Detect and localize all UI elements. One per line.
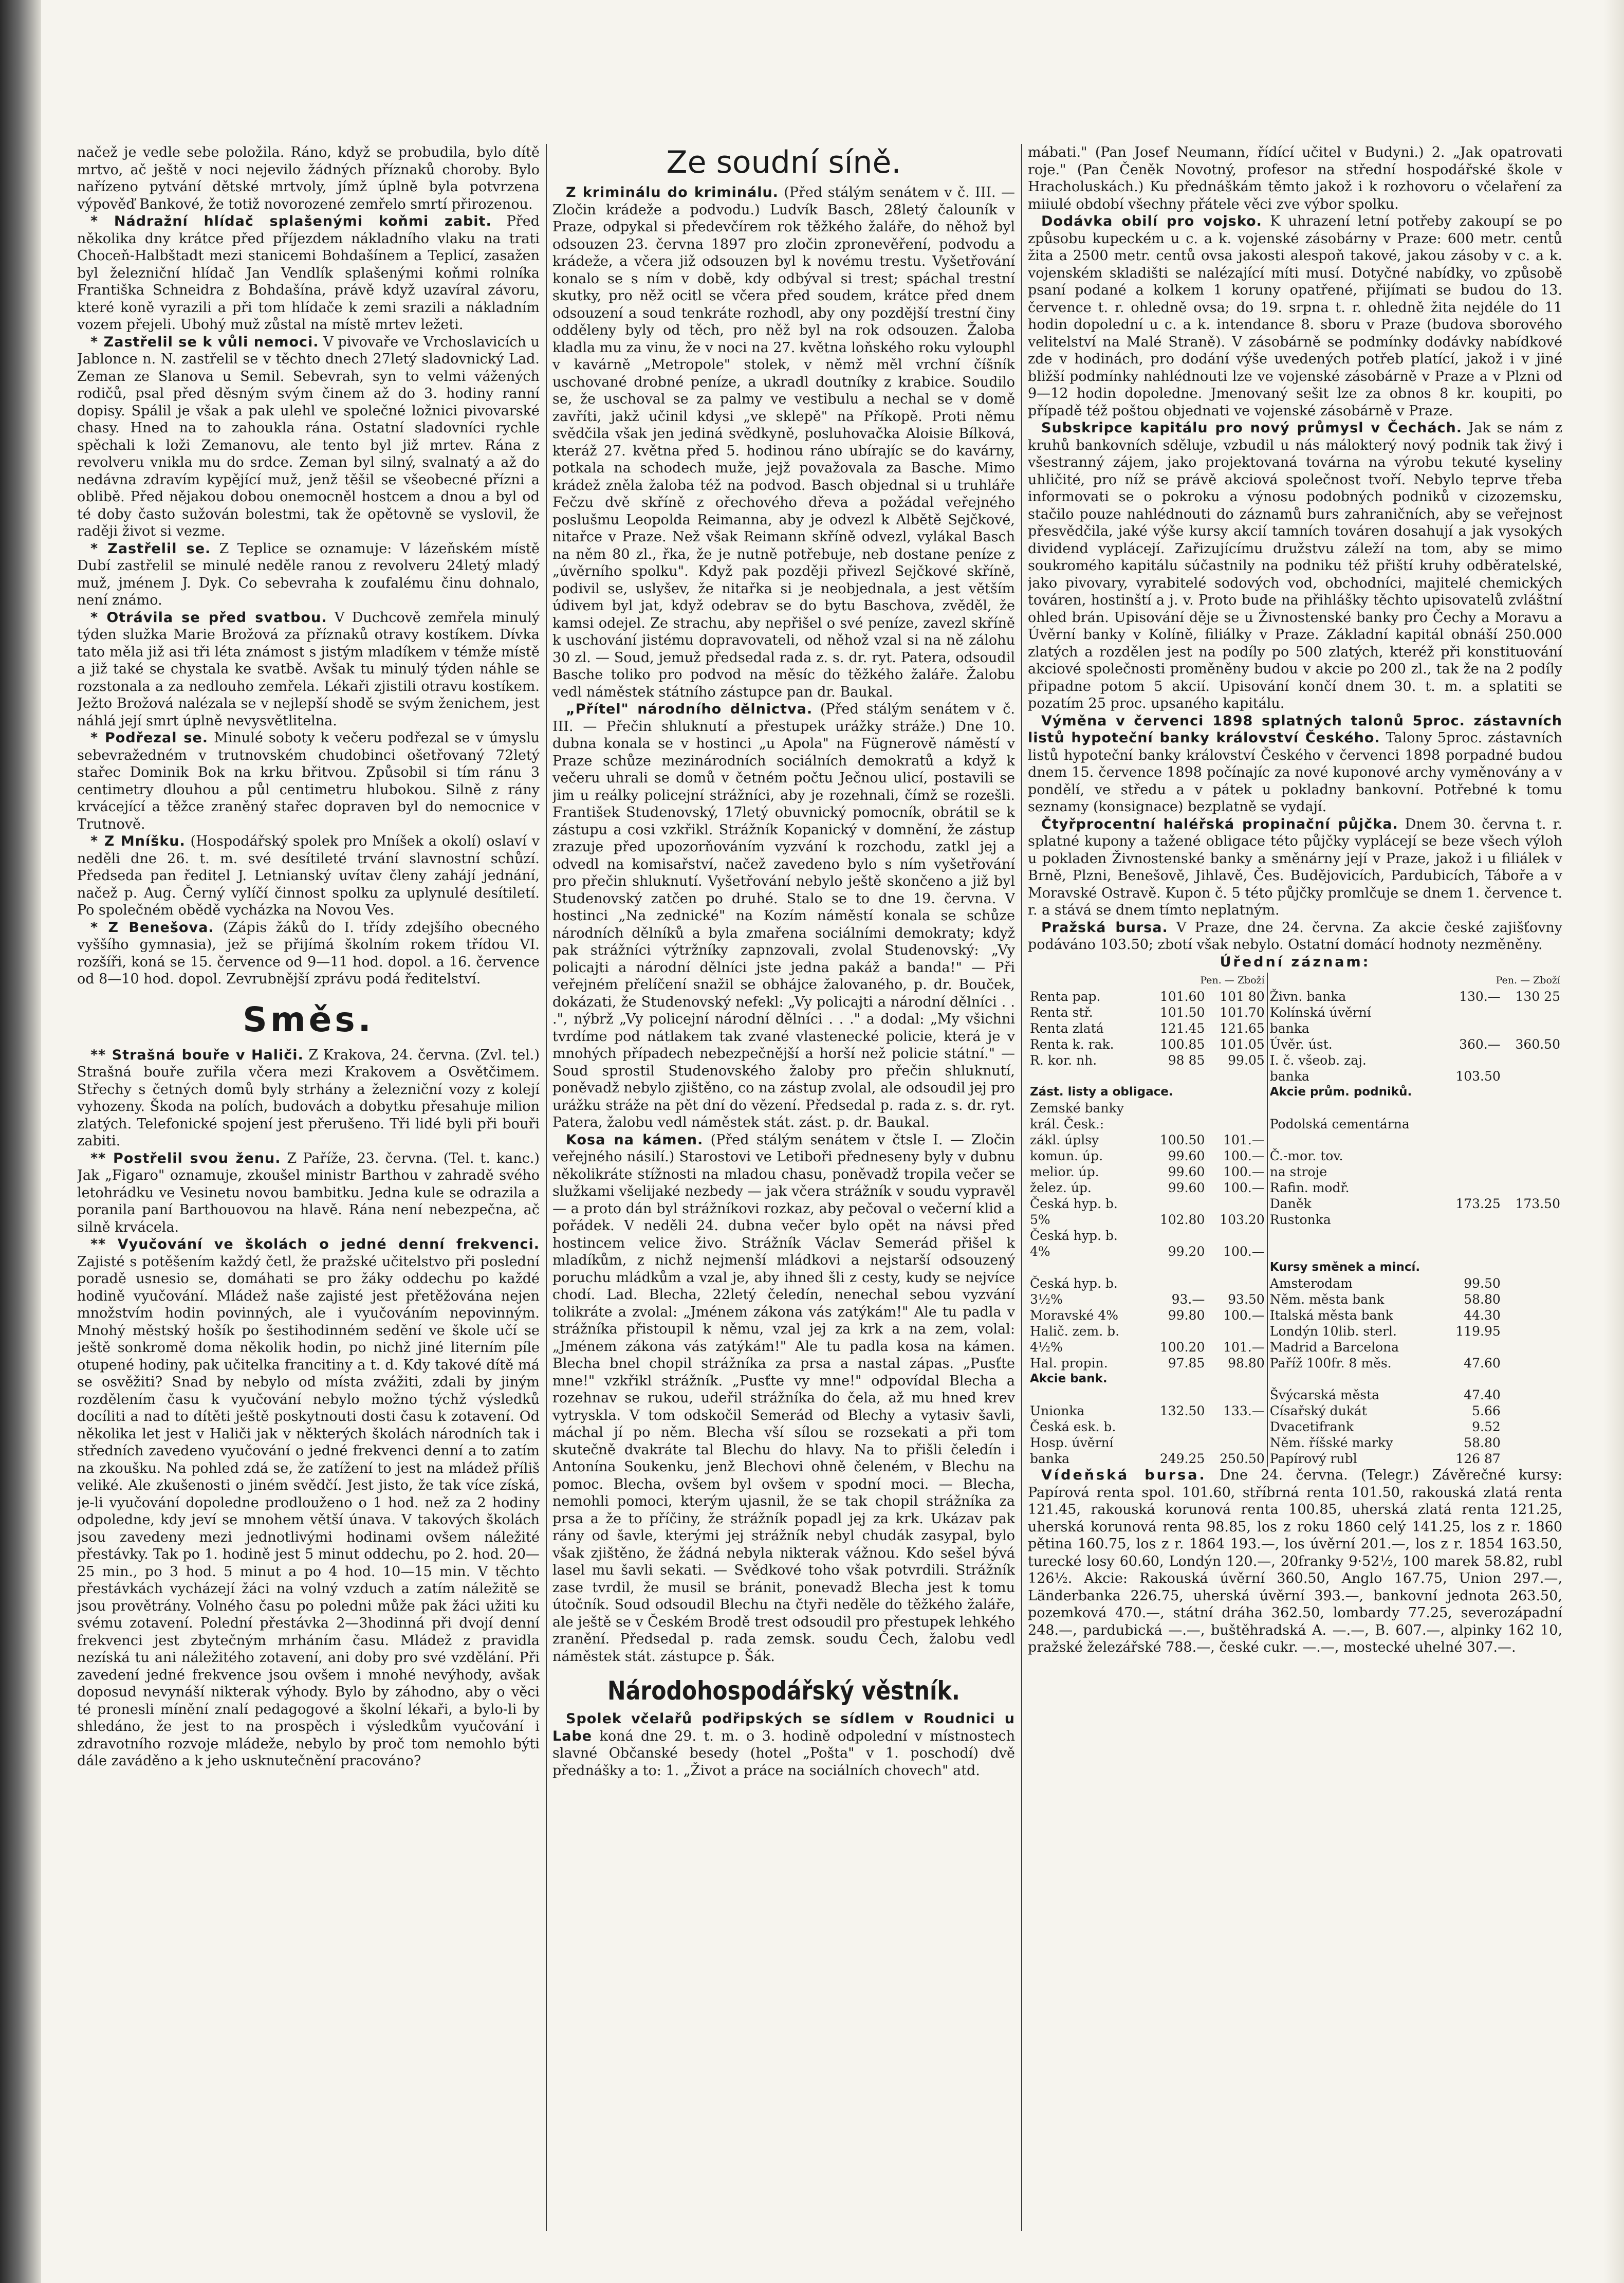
quote-cell: 44.30 <box>1464 1308 1501 1323</box>
paragraph-body: (Hospodářský spolek pro Mníšek a okolí) oslaví v neděli dne 26. t. m. své desítileté trvání slavnostní schůzí. Předseda pan ředitel J. Letnianský uvítav členy zahájí jednání, načež p. Aug. Černý vylíčí činnost spolku za uplynulé desítiletí. Po společném obědě vycházka na Novou Ves. <box>77 833 540 918</box>
column-middle <box>552 144 1015 2231</box>
quote-cell: 100.— <box>1223 1180 1265 1195</box>
quote-cell <box>1503 1052 1562 1068</box>
news-paragraph <box>77 919 540 988</box>
economy-section-title: Národohospodářský věstník. <box>607 1676 960 1706</box>
quote-cell: 100.— <box>1223 1164 1265 1179</box>
quote-row <box>1028 1451 1562 1467</box>
quote-row <box>1028 1004 1562 1020</box>
quote-cell: 100.20 <box>1159 1340 1205 1355</box>
paragraph-body: (Před stálým senátem v č. III. — Zločin krádeže a podvodu.) Ludvík Basch, 28letý čalouník v Praze, odpykal si předevčírem rok těžkého žaláře, do něhož byl odsouzen 23. června 1897 pro zločin zpronevěření, podvodu a krádeže, a včera již odsouzen byl k novému trestu. Vyšetřování konalo se s ním v době, kdy odbýval si trest; spáchal trestní skutky, pro něž ocitl se včera před soudem, krátce před dnem odsouzení a soud tenkráte rozhodl, aby ony pozdější trestní činy odděleny byly od těch, pro něž byl na rok odsouzen. Žaloba kladla mu za vinu, že v noci na 27. května loňského roku vylouphl v kavárně „Metropole" stolek, v němž měl vrchní číšník uschované drobné peníze, a ukradl doutníky z krabice. Soudilo se, že uschoval se za palmy ve vestibulu a nechal se v domě zavříti, jakž učinil kdysi „ve sklepě" na Příkopě. Proti němu svědčila však jen jediná svědkyně, posluhovačka Aloisie Bílková, kteráž 27. května před 5. hodinou ráno ubírajíc se do kavárny, potkala na schodech muže, jejž považovala za Basche. Mimo krádež zněla žaloba též na podvod. Basch objednal si u truhláře Fečzu dvě skříně z ořechového dřeva a požádal veřejného poslušmu Leopolda Reimanna, aby je odvezl k Albětě Sejčkové, nitařce v Praze. Než však Reimann skříně odvezl, vylákal Basch na něm 80 zl., řka, že je nutně potřebuje, neb dostane peníze z „úvěrního spolku". Když pak později přivezl Sejčkové skříně, podivil se, uslyšev, že nitařka si je neobjednala, a jest větším údivem byl jat, když odebrav se do bytu Baschova, zvěděl, že kamsi odejel. Ze strachu, aby nepřišel o své peníze, zavezl skříně k uschování jistému dopravovateli, od něhož vzal si na ně zálohu 30 zl. — Soud, jemuž předsedal rada z. s. dr. ryt. Patera, odsoudil Basche toliko pro podvod na měsíc do těžkého žaláře. Žalobu vedl náměstek státního zástupce pan dr. Baukal. <box>552 185 1015 700</box>
quote-cell <box>1207 1068 1267 1084</box>
quote-cell: 173.25 <box>1455 1196 1501 1211</box>
quote-cell: 103.20 <box>1220 1212 1265 1227</box>
quote-cell: Úvěr. úst. <box>1267 1036 1443 1052</box>
quote-row <box>1028 1196 1562 1212</box>
quote-cell: Renta stř. <box>1030 1005 1093 1020</box>
quote-cell <box>1147 1323 1207 1339</box>
quote-cell: 249.25 <box>1159 1451 1205 1466</box>
quote-row <box>1028 1100 1562 1116</box>
quote-cell <box>1443 1212 1503 1228</box>
paragraph-body: Před několika dny krátce před příjezdem nákladního vlaku na trati Choceň-Halbštadt mezi stanicemi Bohdašínem a Teplicí, zasažen byl železniční hlídač Jan Vendlík splašenými koňmi rolníka Františka Schneidra z Bohdašína, právě když uzavíral závoru, které koně vyrazili a při tom hlídače k zemi srazili a nákladním vozem přejeli. Ubohý muž zůstal na místě mrtev ležeti. <box>77 213 540 333</box>
quote-cell <box>1503 1323 1562 1339</box>
quote-cell: 5% <box>1030 1212 1050 1227</box>
paragraph-headline: ** Vyučování ve školách o jedné denní frekvenci. <box>90 1236 540 1252</box>
quote-cell: R. kor. nh. <box>1030 1053 1097 1068</box>
paragraph-headline: * Z Mníšku. <box>90 833 186 849</box>
quote-row <box>1028 1275 1562 1291</box>
quote-cell: Italská města bank <box>1267 1307 1443 1323</box>
quote-row <box>1028 1419 1562 1435</box>
quote-cell <box>1503 1100 1562 1116</box>
paragraph-headline: Čtyřprocentní haléřská propinační půjčka. <box>1041 816 1398 832</box>
quote-cell <box>1443 1339 1503 1355</box>
quote-cell <box>1267 1100 1443 1116</box>
news-paragraph <box>1028 713 1562 816</box>
quote-row <box>1028 1291 1562 1307</box>
news-paragraph <box>552 1710 1015 1779</box>
smes-heading: Směs. <box>243 999 374 1039</box>
quote-cell: Hosp. úvěrní <box>1030 1435 1114 1450</box>
quote-cell <box>1503 1164 1562 1180</box>
quote-cell: Rafin. modř. <box>1267 1180 1443 1196</box>
quote-group-header <box>1028 1084 1562 1100</box>
quote-cell: Renta pap. <box>1030 989 1101 1004</box>
paragraph-headline: Spolek včelařů podřipských se sídlem v Roudnici u Labe <box>552 1711 1015 1744</box>
quote-row <box>1028 1212 1562 1228</box>
quote-cell: 47.40 <box>1464 1387 1501 1402</box>
paragraph-body: K uhrazení letní potřeby zakoupí se po způsobu kupeckém u c. a k. vojenské zásobárny v Praze: 600 metr. centů žita a 2500 metr. centů ovsa jakosti alespoň takové, jakou zásoby v c. a k. vojenském skladišti se nalézající míti musí. Dotyčné nabídky, vo způsobě psaní podané a kolkem 1 koruny opatřené, přijímati se budou do 13. července t. r. ohledně ovsa; do 19. srpna t. r. ohledně žita nejdéle do 11 hodin dopolední u c. a k. intendance 8. sboru v Praze (budova sborového velitelství na Malé Straně). V zásobárně se podmínky dodávky nabídkové zde v hodinách, pro dodání výše uvedených potřeb platící, jakož i v jiné bližší podmínky nahlédnouti lze ve vojenské zásobárně v Praze a v Plzni od 9—12 hodin dopoledne. Jmenovaný sešit lze za obnos 8 kr. koupiti, po případě též poštou objednati ve vojenské zásobárně v Praze. <box>1028 213 1562 419</box>
quote-cell <box>1503 1275 1562 1291</box>
quote-cell: 130.— <box>1459 989 1501 1004</box>
quote-cell: Zemské banky <box>1030 1101 1124 1116</box>
news-paragraph <box>552 184 1015 701</box>
quote-cell <box>1028 1387 1147 1403</box>
paragraph-headline: ** Strašná bouře v Haliči. <box>90 1047 304 1063</box>
quote-cell: 93.— <box>1171 1292 1205 1307</box>
quote-cell: 133.— <box>1223 1403 1265 1418</box>
quote-cell <box>1443 1100 1503 1116</box>
paragraph-body: Zajisté s potěšením každý četl, že pražské učitelstvo při poslední poradě usnesio se, domáhati se pro žáky oddechu po každé hodině vyučování. Mládež naše zajisté jest přetěžována nejen množstvím hodin povinných, ale i vyučováním nepovinným. Mnohý městský hošík po šestihodinném sedění ve škole učí se ještě sonkromě doma několik hodin, po nichž jiné literním píle otupené hodiny, pak učitelka francitiny a t. d. Kdy takové dítě má se osvěžiti? Snad by nebylo od místa zvážiti, zdali by jiným rozdělením času k vyučování nebylo možno týchž výsledků docíliti a nad to dítěti ještě poskytnouti dosti času k zotavení. Od několika let jest v Haliči jak v některých školách národních tak i středních zavedeno vyučování o jedné frekvenci denní a to zatím na zkoušku. Na pohled zdá se, že zatížení to jest na mládež příliš veliké. Ale zkušenosti o jiném svědčí. Jest jisto, že tak více získá, je-li vyučování dopoledne prodlouženo o 1 hod. než za 2 hodiny odpoledne, kdy jeví se mnohem větší únava. V takových školách jsou zavedeny mezi jednotlivými hodinami ovšem náležité přestávky. Tak po 1. hodině jest 5 minut oddechu, po 2. hod. 20—25 min., po 3 hod. 5 minut a po 4 hod. 10—15 min. V těchto přestávkách vycházejí žáci na volný vzduch a zatím náležitě se jsou provětrány. Volného času po poledni může pak žáci užiti ku svému zotavení. Polední přestávka 2—3hodinná při dvojí denní frekvenci jest zbytečným mrháním času. Mládež z pravidla nezíská tu ani náležitého zotavení, ani doby pro své vzdělání. Při zavedení jedné frekvence jsou ovšem i mnohé nevýhody, avšak doposud nevynáší nikterak výhody. Bylo by záhodno, aby o věci té pronesli mínění znalí pedagogové a školní lékaři, a bylo-li by shledáno, že jest to na prospěch i výsledkům vyučování i zdravotního rozvoje mládeže, nebylo by proč tom nemohlo býti dále zaváděno a k jeho usknutečnění pracováno? <box>77 1253 540 1769</box>
quote-cell <box>1503 1403 1562 1419</box>
quote-cell: Česká hyp. b. <box>1030 1228 1118 1243</box>
quote-cell: 130 25 <box>1515 989 1560 1004</box>
col-header: Pen. — Zboží <box>1267 973 1562 989</box>
quote-cell: Něm. města bank <box>1267 1291 1443 1307</box>
quote-cell <box>1267 1244 1443 1259</box>
quote-cell: 173.50 <box>1515 1196 1560 1211</box>
group-label: Akcie bank. <box>1030 1372 1108 1385</box>
news-paragraph <box>1028 419 1562 713</box>
news-paragraph <box>1028 919 1562 954</box>
quote-cell: banka <box>1030 1451 1070 1466</box>
paragraph-body: V Duchcově zemřela minulý týden služka Marie Brožová za příznaků otravy kostíkem. Dívka tato měla již asi tři léta známost s jistým mladíkem v témže místě a již také se chystala ke svatbě. Avšak tu minulý týden náhle se rozstonala a za nedlouho zemřela. Lékaři zjistili otravu kostíkem. Ježto Brožová nalézala se v nejlepší shodě se svým ženichem, jest náhlá její smrt úplně nevysvětlitelna. <box>77 609 540 729</box>
quote-cell <box>1503 1212 1562 1228</box>
quote-cell <box>1443 1132 1503 1148</box>
paragraph-body: Talony 5proc. zástavních listů hypoteční banky království Českého v červenci 1898 porpadné budou dnem 15. července 1898 počínajíc za nové kuponové archy vyměnovány a v pondělí, ve středu a v pátek u pokladny bankovní. Potřebné k tomu seznamy (konsignace) bezplatně se vydají. <box>1028 730 1562 815</box>
quote-row <box>1028 1180 1562 1196</box>
quote-cell: 5.66 <box>1472 1403 1501 1418</box>
quote-row <box>1028 1244 1562 1259</box>
quote-cell <box>1147 1228 1207 1244</box>
quote-row <box>1028 1403 1562 1419</box>
quote-cell: Císařský dukát <box>1267 1403 1443 1419</box>
paragraph-body: Z Krakova, 24. června. (Zvl. tel.) Strašná bouře zuřila včera mezi Krakovem a Osvětčimem. Střechy s četných domů byly strhány a železniční vozy z kolejí vyhozeny. Škoda na polích, budovách a dobytku přesahuje milion zlatých. Telefonické spojení jest přerušeno. Tři lidé byli při bouři zabiti. <box>77 1047 540 1149</box>
col-header: Pen. — Zboží <box>1200 975 1265 986</box>
quote-row <box>1028 1020 1562 1036</box>
paragraph-headline: „Přítel" národního dělnictva. <box>566 701 813 717</box>
quote-cell: 101.— <box>1223 1340 1265 1355</box>
quote-cell: 101 80 <box>1220 989 1265 1004</box>
paragraph-headline: * Otrávila se před svatbou. <box>90 609 327 626</box>
news-paragraph <box>77 334 540 540</box>
quote-cell <box>1443 1164 1503 1180</box>
quote-cell: 101.05 <box>1220 1037 1265 1052</box>
quote-cell <box>1147 1100 1207 1116</box>
quote-cell <box>1503 1020 1562 1036</box>
quote-cell <box>1503 1132 1562 1148</box>
quote-cell: Podolská cementárna <box>1267 1116 1443 1132</box>
paragraph-headline: Subskripce kapitálu pro nový průmysl v Čechách. <box>1041 420 1463 436</box>
quote-cell: Něm. říšské marky <box>1267 1435 1443 1451</box>
paragraph-body: Z Teplice se oznamuje: V lázeňském místě Dubí zastřelil se minulé neděle ranou z revolveru 24letý mladý muž, jménem J. Dyk. Co sebevraha k zoufalému činu dohnalo, není známo. <box>77 540 540 608</box>
quote-row <box>1028 1435 1562 1451</box>
quote-cell: 99.05 <box>1228 1053 1265 1068</box>
quote-cell: 99.50 <box>1464 1276 1501 1291</box>
news-paragraph <box>1028 816 1562 919</box>
quote-cell: 99.60 <box>1168 1164 1205 1179</box>
paragraph-headline: * Zastřelil se. <box>90 540 211 557</box>
quote-cell: banka <box>1267 1020 1443 1036</box>
quote-cell: Halič. zem. b. <box>1030 1324 1120 1339</box>
paragraph-body: načež je vedle sebe položila. Ráno, když se probudila, bylo dítě mrtvo, ač ještě v noci nejevilo žádných příznaků choroby. Bylo nařízeno pytvání dětské mrtvoly, jímž úplně byla potvrzena výpověď Bankové, že totiž novorozené zemřelo smrtí přirozenou. <box>77 144 540 212</box>
quote-cell: Madrid a Barcelona <box>1267 1339 1443 1355</box>
quote-cell: 100.85 <box>1159 1037 1205 1052</box>
news-paragraph <box>77 833 540 919</box>
paragraph-headline: ** Postřelil svou ženu. <box>90 1150 281 1166</box>
quote-cell <box>1443 1020 1503 1036</box>
quote-cell <box>1147 1196 1207 1212</box>
quote-cell: I. č. všeob. zaj. <box>1267 1052 1443 1068</box>
quote-row <box>1028 1036 1562 1052</box>
quote-cell: 58.80 <box>1464 1292 1501 1307</box>
quote-cell <box>1207 1275 1267 1291</box>
quote-cell: 100.— <box>1223 1244 1265 1259</box>
quote-cell <box>1443 1004 1503 1020</box>
paragraph-body: koná dne 29. t. m. o 3. hodině odpolední v místnostech slavné Občanské besedy (hotel „Pošta" v 1. poschodí) dvě přednášky a to: 1. „Život a práce na sociálních chovech" atd. <box>552 1728 1015 1779</box>
quote-cell <box>1443 1116 1503 1132</box>
paragraph-body: mábati." (Pan Josef Neumann, řídící učitel v Budyni.) 2. „Jak opatrovati roje." (Pan Čeněk Novotný, profesor na střední hospodářské škole v Hracholuskách.) Ku přednáškám těmto jakož i k rozhovoru o včelaření za miiulé období všechny přátele věci zve výbor spolku. <box>1028 144 1562 212</box>
quote-cell: Rustonka <box>1267 1212 1443 1228</box>
quote-cell: Londýn 10lib. sterl. <box>1267 1323 1443 1339</box>
scan-right-edge <box>1603 0 1624 2283</box>
group-label: Zást. listy a obligace. <box>1030 1085 1173 1099</box>
quote-cell <box>1503 1307 1562 1323</box>
quote-cell: 99.80 <box>1168 1308 1205 1323</box>
quote-row <box>1028 1132 1562 1148</box>
quote-cell: 103.50 <box>1455 1069 1501 1084</box>
quote-cell: 126 87 <box>1455 1451 1501 1466</box>
quote-cell <box>1207 1116 1267 1132</box>
market-quotes-table <box>1028 973 1562 1467</box>
quote-cell: 360.50 <box>1515 1037 1560 1052</box>
quote-cell <box>1503 1451 1562 1467</box>
vienna-exchange-paragraph <box>1028 1467 1562 1656</box>
quote-cell: Moravské 4% <box>1030 1308 1119 1323</box>
paragraph-headline: * Zastřelil se k vůli nemoci. <box>90 334 319 350</box>
paragraph-body: (Před stálým senátem v č. III. — Přečin shluknutí a přestupek urážky stráže.) Dne 10. dubna konala se v hostinci „u Apola" na Fügnerově náměstí v Praze schůze mezinárodních sociálních demokratů a když k večeru uhrali se domů v četném počtu Ječnou ulicí, postavili se jim u reálky policejní strážníci, aby je rozehnali, čímž se rozešli. František Studenovský, 17letý obuvnický pomocník, obrátil se k zástupu a cosi vzkřikl. Strážník Kopanický v domnění, že zástup zrazuje před upozorňováním vyzvání k rozchodu, zatkl jej a odvedl na komisařství, načež zavedeno bylo s ním vyšetřování pro přečin shluknutí. Vyšetřování nebylo ještě skončeno a již byl Studenovský zatčen po druhé. Stalo se to dne 19. června. V hostinci „Na zednické" na Kozím náměstí konala se schůze národních dělníků a byla zmařena sociálními demokraty; když pak strážníci výtržníky zapnzovali, zvolal Studenovský: „Vy policajti a národní dělníci jste jedna pakáž a banda!" — Při veřejném přelíčení snažil se obhájce žalovaného, p. dr. Bouček, dokázati, že Studenovský nefekl: „Vy policajti a národní dělníci . . .", nýbrž „Vy policejní národní dělníci . . ." a dodal: „My všichni tvrdíme pod nátlakem tak zvané vlastenecké policie, která je v mnohých případech nebezpečnější a horší než policie státní." — Soud sprostil Studenovského žaloby pro přečin shluknutí, poněvadž nebylo zjištěno, co na zástup zvolal, ale odsoudil jej pro urážku stráže na pět dní do vězení. Předsedal p. rada z. s. dr. ryt. Patera, žalobu vedl náměstek stát. zást. p. dr. Baukal. <box>552 701 1015 1130</box>
quote-cell <box>1503 1291 1562 1307</box>
quote-cell <box>1503 1435 1562 1451</box>
quote-cell: Renta zlatá <box>1030 1021 1104 1036</box>
newspaper-page <box>77 144 1562 2231</box>
paragraph-headline: * Nádražní hlídač splašenými koňmi zabit. <box>90 213 492 229</box>
quote-cell: Renta k. rak. <box>1030 1037 1114 1052</box>
quote-cell: 101.70 <box>1220 1005 1265 1020</box>
paragraph-headline: Výměna v červenci 1898 splatných talonů 5proc. zástavních listů hypoteční banky království Českého. <box>1028 713 1562 746</box>
news-paragraph <box>77 540 540 609</box>
quote-cell: Kolínská úvěrní <box>1267 1004 1443 1020</box>
quote-cell <box>1147 1275 1207 1291</box>
quote-cell <box>1207 1435 1267 1451</box>
paragraph-headline: Vídeňská bursa. <box>1041 1467 1207 1483</box>
quote-cell <box>1207 1228 1267 1244</box>
quote-cell: 99.60 <box>1168 1180 1205 1195</box>
paragraph-body: Dne 24. června. (Telegr.) Závěrečné kursy: Papírová renta spol. 101.60, stříbrná renta 101.50, rakouská zlatá renta 121.45, rakouská korunová renta 100.85, uherská zlatá renta 121.25, uherská korunová renta 98.85, los z roku 1860 celý 141.25, los z r. 1860 pětina 160.75, los z r. 1864 193.—, los úvěrní 201.—, los z r. 1854 163.50, turecké losy 60.60, Londýn 120.—, 20franky 9·52½, 100 marek 58.82, rubl 126½. Akcie: Rakouská úvěrní 360.50, Anglo 167.75, Union 297.—, Länderbanka 226.75, uherská úvěrní 393.—, bankovní jednota 263.50, pozemková 470.—, státní dráha 362.50, lombardy 77.25, severozápadní 248.—, pardubická —.—, buštěhradská A. —.—, B. 607.—, alpinky 162 10, pražské železářské 788.—, české cukr. —.—, mostecké uhelné 307.—. <box>1028 1467 1562 1655</box>
quote-cell: 101.60 <box>1159 989 1205 1004</box>
economy-news-list <box>552 1710 1015 1779</box>
scan-binding-edge <box>0 0 41 2283</box>
news-paragraph <box>77 609 540 730</box>
quote-cell: 250.50 <box>1220 1451 1265 1466</box>
quote-cell <box>1503 1339 1562 1355</box>
quote-cell: 4½% <box>1030 1340 1063 1355</box>
quote-cell: 99.60 <box>1168 1148 1205 1163</box>
quote-row <box>1028 1355 1562 1371</box>
news-paragraph <box>77 213 540 334</box>
column-left <box>77 144 540 2231</box>
quote-cell: melior. úp. <box>1030 1164 1099 1179</box>
quote-cell: 132.50 <box>1159 1403 1205 1418</box>
quote-cell <box>1028 1068 1147 1084</box>
quote-cell: komun. úp. <box>1030 1148 1103 1163</box>
quote-cell: 9.52 <box>1472 1419 1501 1434</box>
quote-cell: Švýcarská města <box>1267 1387 1443 1403</box>
quote-cell <box>1443 1244 1503 1259</box>
news-paragraph <box>77 1236 540 1770</box>
quote-cell: 58.80 <box>1464 1435 1501 1450</box>
court-section-title: Ze soudní síně. <box>666 144 901 180</box>
news-paragraph <box>77 729 540 833</box>
paragraph-body: V pivovaře ve Vrchoslavicích u Jablonce n. N. zastřelil se v těchto dnech 27letý sladovnický Lad. Zeman ze Slanova u Semil. Sebevrah, syn to velmi vážených rodičů, psal před děsným svým činem až do 3. hodiny ranní dopisy. Spálil je však a pak ulehl ve společné ložnici pivovarské chasy. Hned na to zahoukla rána. Ostatní sladovníci rychle spěchali k loži Zemanovu, ale tento byl již mrtev. Rána z revolveru vnikla mu do srdce. Zeman byl silný, svalnatý a až do nedávna zdravím kypějící muž, jenž těšil se všeobecné přízni a oblibě. Před nějakou dobou onemocněl hostcem a dnou a byl od té doby často sužován bolestmi, tak že opětovně se vyslovil, že raději život si vezme. <box>77 334 540 539</box>
quote-cell <box>1267 1228 1443 1244</box>
quote-cell <box>1503 1148 1562 1164</box>
quote-cell: 102.80 <box>1159 1212 1205 1227</box>
column-rule <box>546 144 547 2231</box>
news-paragraph <box>77 1150 540 1236</box>
quote-cell <box>1443 1052 1503 1068</box>
quote-cell <box>1267 1132 1443 1148</box>
quote-cell: Unionka <box>1030 1403 1085 1418</box>
quote-cell <box>1443 1228 1503 1244</box>
quote-cell: Česká hyp. b. <box>1030 1196 1118 1211</box>
economy-news-list-cont <box>1028 144 1562 954</box>
quote-cell: 101.50 <box>1159 1005 1205 1020</box>
quote-cell: Papírový rubl <box>1267 1451 1443 1467</box>
paragraph-headline: Z kriminálu do kriminálu. <box>566 185 779 200</box>
quote-cell <box>1503 1419 1562 1435</box>
quote-cell: 121.65 <box>1220 1021 1265 1036</box>
quote-row <box>1028 1323 1562 1339</box>
quote-cell: 3½% <box>1030 1292 1063 1307</box>
quote-cell <box>1147 1435 1207 1451</box>
quote-cell: Živn. banka <box>1267 989 1443 1004</box>
quote-cell <box>1147 1419 1207 1435</box>
quote-cell: 360.— <box>1459 1037 1501 1052</box>
smes-news-list <box>77 1047 540 1770</box>
quote-cell <box>1207 1387 1267 1403</box>
quote-row <box>1028 1148 1562 1164</box>
quote-row <box>1028 1339 1562 1355</box>
quote-cell <box>1147 1387 1207 1403</box>
quote-cell: 100.— <box>1223 1148 1265 1163</box>
news-paragraph <box>77 144 540 213</box>
quote-cell <box>1503 1355 1562 1371</box>
quote-column-header <box>1028 973 1562 989</box>
quote-cell: 98 85 <box>1168 1053 1205 1068</box>
column-rule <box>1021 144 1022 2231</box>
quote-cell: král. Česk.: <box>1030 1117 1104 1131</box>
group-label: Akcie prům. podniků. <box>1267 1084 1562 1100</box>
news-paragraph <box>552 1131 1015 1666</box>
paragraph-headline: * Z Benešova. <box>90 919 214 936</box>
news-paragraph <box>552 701 1015 1131</box>
quote-cell <box>1147 1116 1207 1132</box>
quote-cell: želez. úp. <box>1030 1180 1092 1195</box>
quote-row <box>1028 989 1562 1004</box>
column-right <box>1028 144 1562 2231</box>
quote-row <box>1028 1116 1562 1132</box>
quote-cell: 100.— <box>1223 1308 1265 1323</box>
quote-cell: 121.45 <box>1159 1021 1205 1036</box>
quote-cell <box>1207 1100 1267 1116</box>
quote-cell <box>1207 1419 1267 1435</box>
quote-row <box>1028 1228 1562 1244</box>
quote-row <box>1028 1387 1562 1403</box>
paragraph-body: Minulé soboty k večeru podřezal se v úmyslu sebevražedném v trutnovském chudobinci ošetřovaný 72letý stařec Dominik Bok na krku břitvou. Způsobil si tím ránu 3 centimetry dlouhou a půl centimetru hlubokou. Silně z rány krvácející a těžce zraněný stařec dopraven byl do nemocnice v Trutnově. <box>77 730 540 832</box>
quote-cell: 97.85 <box>1168 1356 1205 1371</box>
group-label <box>1267 1371 1562 1387</box>
quote-row <box>1028 1164 1562 1180</box>
paragraph-headline: Kosa na kámen. <box>566 1131 704 1148</box>
quote-cell <box>1503 1068 1562 1084</box>
quote-cell: 119.95 <box>1455 1324 1501 1339</box>
paragraph-body: V Praze, dne 24. června. Za akcie české zajišťovny podáváno 103.50; zbotí však nebylo. Ostatní domácí hodnoty nezměněny. <box>1028 919 1562 953</box>
quote-cell: 4% <box>1030 1244 1050 1259</box>
group-label <box>1028 1259 1267 1275</box>
quote-cell <box>1207 1323 1267 1339</box>
quote-row <box>1028 1068 1562 1084</box>
news-paragraph <box>1028 144 1562 213</box>
quote-cell: 101.— <box>1223 1133 1265 1147</box>
quote-cell <box>1503 1244 1562 1259</box>
quote-cell: Dvacetifrank <box>1267 1419 1443 1435</box>
quote-cell: 99.20 <box>1168 1244 1205 1259</box>
quote-row <box>1028 1307 1562 1323</box>
quote-cell <box>1503 1387 1562 1403</box>
paragraph-headline: Dodávka obilí pro vojsko. <box>1041 213 1262 229</box>
paragraph-body: Dnem 30. června t. r. splatné kupony a tažené obligace této půjčky vyplácejí se beze všech výloh u pokladen Živnostenské banky a směnárny její v Praze, jakož i u filiálek v Brně, Plzni, Benešově, Jihlavě, Čes. Budějovicích, Pardubicích, Táboře a v Moravské Ostravě. Kupon č. 5 této půjčky promlčuje se dnem 1. července t. r. a stává se dnem tímto neplatným. <box>1028 816 1562 918</box>
paragraph-body: (Zápis žáků do I. třídy zdejšího obecného vyššího gymnasia), jež se přijímá školním rokem třídou VI. rozšíři, koná se 15. července od 9—11 hod. dopol. a 16. července od 8—10 hod. dopol. Zevrubnější zprávu podá ředitelství. <box>77 919 540 987</box>
quote-cell <box>1443 1148 1503 1164</box>
quote-cell: zákl. úplsy <box>1030 1133 1099 1147</box>
news-paragraph <box>1028 213 1562 419</box>
quote-group-header <box>1028 1259 1562 1275</box>
paragraph-headline: Pražská bursa. <box>1041 919 1168 936</box>
quote-cell: 93.50 <box>1228 1292 1265 1307</box>
market-table-title: Úřední záznam: <box>1220 954 1371 970</box>
local-news-list <box>77 144 540 988</box>
quote-cell <box>1207 1196 1267 1212</box>
quote-cell <box>1503 1228 1562 1244</box>
paragraph-body: Jak se nám z kruhů bankovních sděluje, vzbudil u nás málokterý nový podnik tak živý i všestranný zájem, jako projektovaná továrna na výrobu tekuté kyseliny uhličité, pro níž se právě akciová společnost tvoří. Nebylo teprve třeba informovati se o pokroku a výnosu podobných podniků v cizozemsku, stačilo pouze nahlédnouti do záznamů burs zahraničních, aby se veřejnost přesvědčila, jaké výše kursy akcií tamních továren dosahují a jak vysokých dividend vyplácejí. Zařizujícímu družstvu záleží na tom, aby se mimo soukromého kapitálu súčastnily na podniku též přiští kruhy odběratelské, jako pivovary, vyrabitelé sodových vod, obchodníci, majitelé chemických továren, hostinští a j. v. Proto bude na přihlášky těchto upisovatelů zvláštní ohled brán. Upisování děje se u Živnostenské banky pro Čechy a Moravu a Úvěrní banky v Kolíně, filiálky v Praze. Základní kapitál obnáší 250.000 zlatých a rozdělen jest na podíly po 500 zlatých, kteréž při konstituování akciové společnosti proměněny budou v akcie po 200 zl., tak že na 2 podíly připadne potom 5 akcií. Upisování končí dnem 30. t. m. a splatiti se pozatím 25 proc. upsaného kapitálu. <box>1028 420 1562 711</box>
quote-cell <box>1503 1116 1562 1132</box>
paragraph-headline: * Podřezal se. <box>90 730 209 746</box>
quote-cell: Česká hyp. b. <box>1030 1276 1118 1291</box>
quote-cell: 47.60 <box>1464 1356 1501 1371</box>
court-news-list <box>552 184 1015 1665</box>
quote-cell <box>1147 1068 1207 1084</box>
quote-cell: Daněk <box>1267 1196 1443 1212</box>
quote-cell <box>1503 1180 1562 1196</box>
group-label: Kursy směnek a mincí. <box>1267 1259 1562 1275</box>
quote-cell: 100.50 <box>1159 1133 1205 1147</box>
quote-cell: na stroje <box>1267 1164 1443 1180</box>
quote-cell: Česká esk. b. <box>1030 1419 1116 1434</box>
quote-cell <box>1503 1004 1562 1020</box>
quote-cell: Č.-mor. tov. <box>1267 1148 1443 1164</box>
quote-row <box>1028 1052 1562 1068</box>
quote-cell: banka <box>1267 1068 1443 1084</box>
news-paragraph <box>77 1047 540 1150</box>
paragraph-body: Z Paříže, 23. června. (Tel. t. kanc.) Jak „Figaro" oznamuje, zkoušel ministr Barthou v zahradě svého letohrádku ve Vesinetu novou bambitku. Jedna kule se odrazila a poranila paní Barthouovou na hlavě. Rána není nebezpečna, ač silně krvácela. <box>77 1150 540 1235</box>
quote-cell: 98.80 <box>1228 1356 1265 1371</box>
quote-cell: Amsterodam <box>1267 1275 1443 1291</box>
quote-cell: Hal. propin. <box>1030 1356 1108 1371</box>
paragraph-body: (Před stálým senátem v čtsle I. — Zločin veřejného násilí.) Starostovi ve Letiboři předneseny byly v dubnu několikráte stížnosti na mladou chasu, poněvadž tropila večer se služkami všelijaké nezbedy — jak včera strážník v soudu vypravěl — a proto dán byl strážníkovi rozkaz, aby pečoval o večerní klid a pořádek. V neděli 24. dubna večer bylo opět na návsi před hostincem velice živo. Strážník Václav Semerád přišel k mladíkům, z nichž nejmenší mládkovi a nejstarší odsouzený poruchu mládkům a vzal je, aby ihned šli z cesty, kudy se nejvíce chodí. Lad. Blecha, 22letý čeledín, nenechal sebou vyzvání tolikráte a zvolal: „Jménem zákona vás zatýkám!" Ale tu padla v strážníka přistoupil k němu, vzal jej za krk a na zem, volal: „Jménem zákona vás zatýkám!" Ale tu padla kosa na kámen. Blecha bnel chopil strážníka za prsa a nastal zápas. „Pusťte mne!" vzkřikl strážník. „Pusťte vy mne!" odpovídal Blecha a rozehnav se rukou, udeřil strážníka do čela, až mu hned krev vytryskla. V tom odskočil Semerád od Blechy a vytasiv šavli, máchal jí po něm. Blecha vší sílou se rozsekati a při tom skutečně dvakráte tal Blechu do hlavy. Na to přišli čeledín i Antonína Soukenku, jenž Blechovi ohně čeleném, v Blechu na pomoc. Blecha, ovšem byl ovšem v spodní moci. — Blecha, nemohli pomoci, kterým ujasnil, že se tak chopil strážníka za prsa a že to příčiny, že strážník popadl jej za krk. Ukázav pak rány od šavle, kterými jej strážník nebyl chudák zasypal, bylo však zjištěno, že žádná nebyla nikterak vážnou. Kdo sešel bývá lasel mu šavli sekati. — Svědkové toho však potvrdili. Strážník zase tvrdil, že musil se bránit, ponevadž Blecha jest k tomu útočník. Soud odsoudil Blechu na čtyři neděle do těžkého žaláře, ale ještě se v Českém Brodě trest odsoudil pro přestupek lehkého zranění. Předsedal p. rada zemsk. soudu Čech, žalobu vedl náměstek stát. zástupce p. Šák. <box>552 1131 1015 1665</box>
quote-cell: Paříž 100fr. 8 měs. <box>1267 1355 1443 1371</box>
quote-group-header <box>1028 1371 1562 1387</box>
quote-cell <box>1443 1180 1503 1196</box>
